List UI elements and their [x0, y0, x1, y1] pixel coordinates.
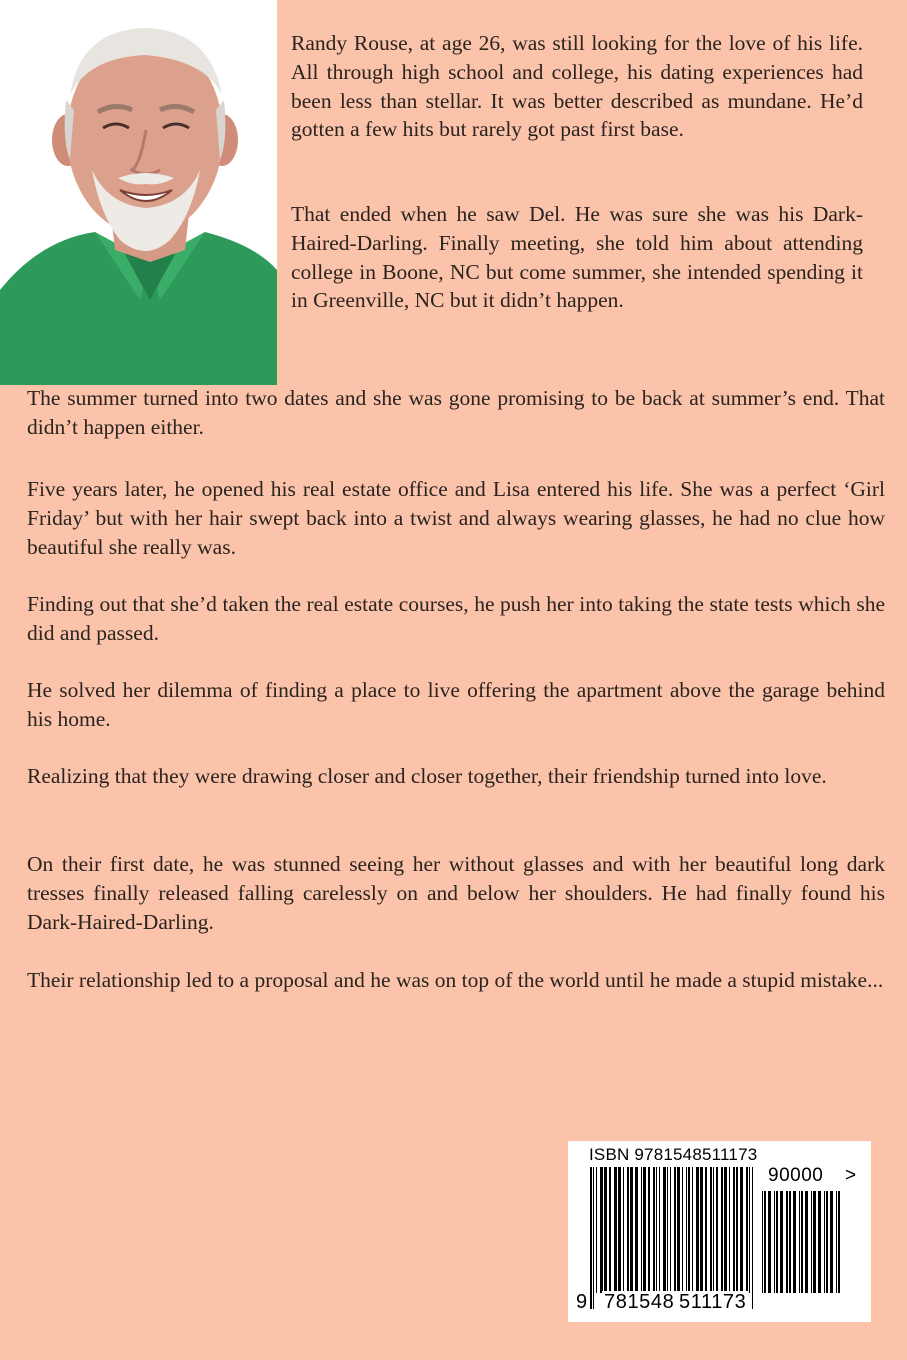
- price-addon-digits: 90000: [768, 1165, 824, 1186]
- barcode-bar: [713, 1167, 714, 1293]
- barcode-bar: [648, 1167, 650, 1293]
- isbn-label: ISBN 9781548511173: [589, 1145, 758, 1164]
- barcode-bar: [826, 1191, 828, 1293]
- barcode-bar: [799, 1191, 800, 1293]
- barcode-bar: [764, 1191, 766, 1293]
- barcode-bar: [818, 1191, 821, 1293]
- author-photo: [0, 0, 277, 385]
- barcode-bar: [614, 1167, 617, 1293]
- barcode-bar: [774, 1191, 775, 1293]
- barcode-bar: [801, 1191, 803, 1293]
- barcode-bar: [593, 1167, 594, 1309]
- barcode-bar: [630, 1167, 633, 1293]
- barcode-bar: [590, 1167, 592, 1309]
- barcode-bar: [643, 1167, 646, 1293]
- barcode-bar: [635, 1167, 638, 1293]
- blurb-paragraph-7: Realizing that they were drawing closer and closer together, their friendship turned into love.: [27, 764, 827, 788]
- barcode-bar: [692, 1167, 693, 1293]
- barcode-bar: [716, 1167, 718, 1293]
- barcode-bar: [762, 1191, 763, 1293]
- barcode-bar: [836, 1191, 837, 1293]
- barcode-bar: [604, 1167, 607, 1293]
- barcode-bar: [793, 1191, 796, 1293]
- blurb-paragraph-9: Their relationship led to a proposal and he was on top of the world until he made a stupid mistake...: [27, 968, 884, 992]
- barcode-bar: [721, 1167, 723, 1293]
- barcode-bar: [700, 1167, 703, 1293]
- blurb-paragraph-2: That ended when he saw Del. He was sure she was his Dark-Haired-Darling. Finally meeting, she told him about attending college in Boone, NC but come summer, she intended spending it in Greenville, NC but it didn’t happen.: [291, 202, 863, 313]
- barcode-bar: [789, 1191, 791, 1293]
- barcode-bar: [663, 1167, 666, 1293]
- barcode-bar: [596, 1167, 597, 1293]
- barcode-bar: [674, 1167, 676, 1309]
- barcode-bar: [627, 1167, 629, 1293]
- blurb-paragraph-4: Five years later, he opened his real estate office and Lisa entered his life. She was a perfect ‘Girl Friday’ but with her hair swept back into a twist and always wearing glasses, he had no clue how beautiful she really was.: [27, 477, 885, 559]
- barcode-bar: [740, 1167, 743, 1293]
- barcode-bar: [600, 1167, 603, 1293]
- barcode-digits-right: 511173: [679, 1291, 747, 1313]
- barcode-bar: [653, 1167, 655, 1293]
- barcode-bar: [786, 1191, 788, 1293]
- barcode-bar: [768, 1191, 771, 1293]
- barcode-bar: [746, 1167, 748, 1293]
- barcode-bar: [780, 1191, 783, 1293]
- barcode-bar: [811, 1191, 812, 1293]
- barcode-bar: [736, 1167, 738, 1293]
- barcode-bar: [805, 1191, 808, 1293]
- barcode-bar: [656, 1167, 657, 1293]
- barcode-bar: [686, 1167, 687, 1293]
- barcode-bar: [705, 1167, 707, 1293]
- isbn-barcode: [568, 1141, 871, 1322]
- blurb-paragraph-3: The summer turned into two dates and she was gone promising to be back at summer’s end. That didn’t happen either.: [27, 386, 885, 439]
- barcode-bar: [776, 1191, 778, 1293]
- blurb-paragraph-8: On their first date, he was stunned seeing her without glasses and with her beautiful long dark tresses finally released falling carelessly on and below her shoulders. He had finally found his Dark-Haired-Darling.: [27, 852, 885, 934]
- barcode-bar: [677, 1167, 680, 1293]
- price-addon-arrow: >: [845, 1165, 857, 1186]
- barcode-bar: [667, 1167, 668, 1293]
- barcode-bar: [838, 1191, 840, 1293]
- barcode-bar: [752, 1167, 753, 1309]
- barcode-bar: [733, 1167, 735, 1293]
- barcode-bar: [824, 1191, 825, 1293]
- author-portrait-illustration: [0, 0, 277, 385]
- barcode-bar: [623, 1167, 624, 1293]
- barcode-bar: [749, 1167, 750, 1293]
- barcode-bar: [609, 1167, 611, 1293]
- barcode-bar: [682, 1167, 683, 1293]
- barcode-bar: [618, 1167, 621, 1293]
- barcode-bar: [710, 1167, 712, 1293]
- barcode-bar: [670, 1167, 671, 1309]
- ean13-bars: [589, 1167, 757, 1309]
- barcode-bar: [641, 1167, 642, 1293]
- barcode-bar: [813, 1191, 816, 1293]
- barcode-digits-left: 781548: [604, 1291, 675, 1313]
- barcode-bar: [659, 1167, 660, 1293]
- barcode-bar: [830, 1191, 833, 1293]
- price-addon-bars: [761, 1191, 841, 1309]
- barcode-digit-first: 9: [576, 1291, 588, 1313]
- barcode-bar: [729, 1167, 730, 1293]
- barcode-bar: [696, 1167, 699, 1293]
- blurb-paragraph-6: He solved her dilemma of finding a place to live offering the apartment above the garage behind his home.: [27, 678, 885, 731]
- blurb-paragraph-1: Randy Rouse, at age 26, was still looking for the love of his life. All through high school and college, his dating experiences had been less than stellar. It was better described as mundane. He’d gotten a few hits but rarely got past first base.: [291, 31, 863, 142]
- barcode-bar: [724, 1167, 727, 1293]
- barcode-bar: [688, 1167, 690, 1293]
- blurb-paragraph-5: Finding out that she’d taken the real estate courses, he push her into taking the state tests which she did and passed.: [27, 592, 885, 645]
